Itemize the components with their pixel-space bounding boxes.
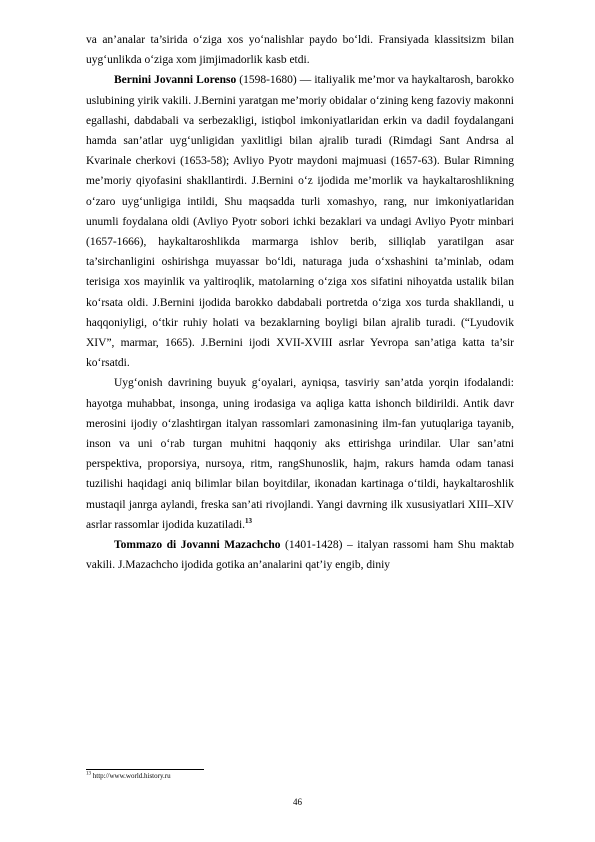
bernini-name: Bernini Jovanni Lorenso — [114, 74, 237, 87]
renaissance-text: Uyg‘onish davrining buyuk g‘oyalari, ayniqsa, tasviriy san’atda yorqin ifodalandi: hayotga muhabbat, insonga, uning irodasiga va aqliga katta ishonch bildirildi. Antik davr merosini ijodiy o‘zlashtirgan italyan rassomlari zamonasining ilm-fan yutuqlariga tayanib, inson va uni o‘rab turgan muhitni haqqoniy aks ettirishga urindilar. Ular san’atni perspektiva, proporsiya, nursoya, ritm, rangShunoslik, hajm, rakurs hamda odam tanasi tuzilishi haqidagi aniq bilimlar bilan boyitdilar, ikonadan kartinaga o‘tildi, haykaltaroshlik mustaqil janrga aylandi, freska san’ati rivojlandi. Yangi davrning ilk xususiyatlari XIII–XIV asrlar rassomlar ijodida kuzatiladi. — [86, 377, 514, 531]
bernini-text: (1598-1680) — italiyalik me’mor va haykaltarosh, barokko uslubining yirik vakili. J.Bernini yaratgan me’moriy obidalar o‘zining keng fazoviy makonni egallashi, dabdabali va serbezakligi, istiqbol imkoniyatlaridan erkin va dadil foydalangani hamda san’atlar uyg‘unligidan yaxlitligi bilan ajralib turadi (Rimdagi Sant Andrsa al Kvarinale cherkovi (1653-58); Avliyo Pyotr maydoni majmuasi (1657-63). Bular Rimning me’moriy qiyofasini shakllantirdi. J.Bernini o‘z ijodida me’morlik va haykaltaroshlikning o‘zaro uyg‘unligiga intildi, Shu maqsadda turli xomashyo, rang, nur imkoniyatlaridan unumli foydalana oldi (Avliyo Pyotr sobori ichki bezaklari va undagi Avliyo Pyotr minbari (1657-1666), haykaltaroshlikda marmarga ishlov berib, silliqlab yaratilgan asar ta’sirchanligini oshirishga muyassar bo‘ldi, naturaga juda o‘xshashini ta’minlab, odam terisiga xos mayinlik va yaltiroqlik, matolarning o‘ziga xos sifatini nihoyatda ustalik bilan ko‘rsata oldi. J.Bernini ijodida barokko dabdabali portretda o‘ziga xos turda shakllandi, u haqqoniyligi, o‘tkir ruhiy holati va bezaklarning boyligi bilan ajralib turadi. (“Lyudovik XIV”, marmar, 1665). J.Bernini ijodi XVII-XVIII asrlar Yevropa san’atiga katta ta’sir ko‘rsatdi. — [86, 74, 514, 370]
footnote — [86, 772, 514, 781]
page-number: 46 — [293, 797, 302, 807]
paragraph-renaissance — [86, 373, 514, 535]
footnote-marker: 13 — [86, 771, 91, 777]
footnote-ref[interactable]: 13 — [245, 517, 253, 526]
paragraph-bernini — [86, 70, 514, 373]
paragraph-mazachcho — [86, 535, 514, 575]
page-body — [86, 30, 514, 575]
footnote-divider — [86, 769, 204, 770]
paragraph-1: va an’analar ta’sirida o‘ziga xos yo‘nalishlar paydo bo‘ldi. Fransiyada klassitsizm bilan uyg‘unlikda o‘ziga xom jimjimadorlik kasb etdi. — [86, 34, 514, 67]
mazachcho-name: Tommazo di Jovanni Mazachcho — [114, 539, 281, 552]
mazachcho-text: (1401-1428) – italyan rassomi ham Shu maktab vakili. J.Mazachcho ijodida gotika an’analarini qat’iy engib, diniy — [86, 539, 514, 572]
footnote-link[interactable]: http://www.world.history.ru — [91, 772, 171, 780]
